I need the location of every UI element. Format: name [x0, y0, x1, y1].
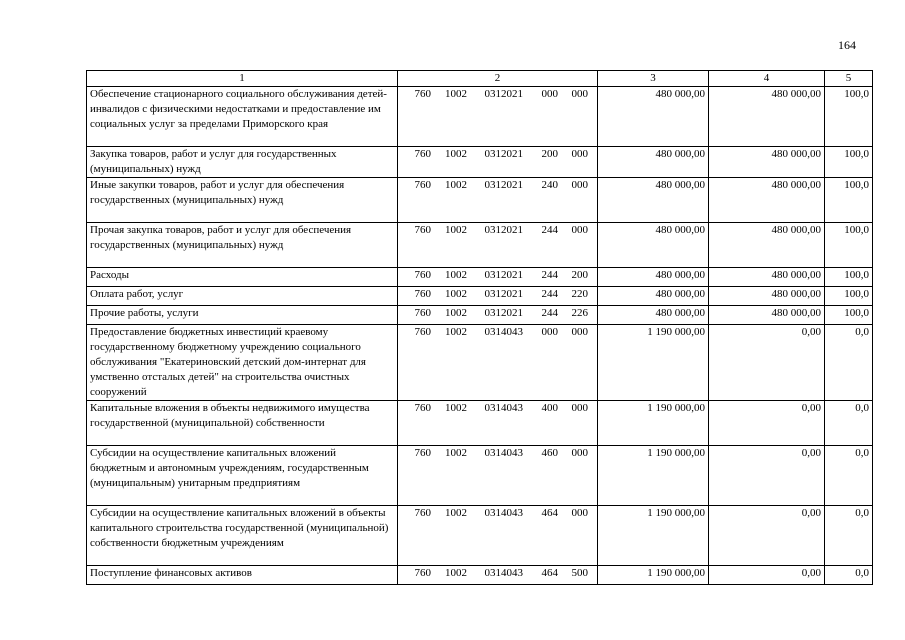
code-5: 000 [571, 402, 588, 414]
code-2: 1002 [445, 148, 467, 160]
row-description: Расходы [87, 268, 398, 287]
row-description: Прочая закупка товаров, работ и услуг для обеспечения государственных (муниципальных) нужд [87, 223, 398, 268]
code-4: 244 [541, 307, 558, 319]
value-v5: 0,0 [825, 446, 873, 506]
code-group [401, 566, 594, 581]
code-1: 760 [414, 224, 431, 236]
header-row [87, 71, 873, 87]
code-5: 000 [571, 179, 588, 191]
code-3: 0314043 [484, 507, 523, 519]
value-v3: 480 000,00 [598, 287, 709, 306]
row-codes [398, 178, 598, 223]
value-v3: 480 000,00 [598, 223, 709, 268]
code-4: 460 [541, 447, 558, 459]
code-3: 0312021 [484, 224, 523, 236]
header-cell-4: 4 [709, 71, 825, 87]
value-v4: 0,00 [709, 446, 825, 506]
code-2: 1002 [445, 269, 467, 281]
value-v4: 0,00 [709, 401, 825, 446]
value-v5: 100,0 [825, 147, 873, 178]
code-1: 760 [414, 326, 431, 338]
code-3: 0312021 [484, 288, 523, 300]
code-1: 760 [414, 402, 431, 414]
value-v5: 100,0 [825, 87, 873, 147]
row-description: Закупка товаров, работ и услуг для государственных (муниципальных) нужд [87, 147, 398, 178]
code-4: 000 [541, 88, 558, 100]
code-3: 0312021 [484, 307, 523, 319]
code-5: 220 [571, 288, 588, 300]
row-description: Поступление финансовых активов [87, 566, 398, 585]
code-5: 200 [571, 269, 588, 281]
row-description: Прочие работы, услуги [87, 306, 398, 325]
code-1: 760 [414, 288, 431, 300]
code-5: 500 [571, 567, 588, 579]
code-2: 1002 [445, 224, 467, 236]
table-row [87, 401, 873, 446]
code-1: 760 [414, 567, 431, 579]
table-row [87, 446, 873, 506]
code-group [401, 223, 594, 238]
code-2: 1002 [445, 88, 467, 100]
code-5: 000 [571, 447, 588, 459]
code-1: 760 [414, 179, 431, 191]
code-2: 1002 [445, 507, 467, 519]
value-v4: 480 000,00 [709, 287, 825, 306]
value-v4: 480 000,00 [709, 223, 825, 268]
code-5: 226 [571, 307, 588, 319]
value-v4: 0,00 [709, 325, 825, 401]
code-2: 1002 [445, 447, 467, 459]
value-v4: 0,00 [709, 566, 825, 585]
value-v3: 1 190 000,00 [598, 566, 709, 585]
code-1: 760 [414, 269, 431, 281]
row-codes [398, 446, 598, 506]
row-description: Субсидии на осуществление капитальных вложений бюджетным и автономным учреждениям, государственным (муниципальным) унитарным предприятиям [87, 446, 398, 506]
row-codes [398, 306, 598, 325]
page-number: 164 [838, 38, 856, 52]
row-description: Иные закупки товаров, работ и услуг для обеспечения государственных (муниципальных) нужд [87, 178, 398, 223]
code-1: 760 [414, 307, 431, 319]
code-1: 760 [414, 148, 431, 160]
table-row [87, 566, 873, 585]
code-4: 400 [541, 402, 558, 414]
row-codes [398, 325, 598, 401]
code-2: 1002 [445, 288, 467, 300]
code-5: 000 [571, 148, 588, 160]
value-v3: 480 000,00 [598, 87, 709, 147]
code-4: 244 [541, 224, 558, 236]
code-5: 000 [571, 326, 588, 338]
value-v3: 1 190 000,00 [598, 506, 709, 566]
header-cell-5: 5 [825, 71, 873, 87]
row-codes [398, 287, 598, 306]
value-v4: 480 000,00 [709, 178, 825, 223]
value-v4: 480 000,00 [709, 306, 825, 325]
code-2: 1002 [445, 402, 467, 414]
code-group [401, 446, 594, 461]
value-v4: 480 000,00 [709, 268, 825, 287]
code-5: 000 [571, 88, 588, 100]
value-v3: 480 000,00 [598, 147, 709, 178]
value-v5: 100,0 [825, 178, 873, 223]
code-3: 0312021 [484, 148, 523, 160]
code-3: 0312021 [484, 88, 523, 100]
code-3: 0314043 [484, 567, 523, 579]
code-1: 760 [414, 447, 431, 459]
code-group [401, 306, 594, 321]
table-row [87, 178, 873, 223]
value-v3: 1 190 000,00 [598, 401, 709, 446]
row-description: Оплата работ, услуг [87, 287, 398, 306]
code-4: 464 [541, 507, 558, 519]
value-v3: 1 190 000,00 [598, 325, 709, 401]
code-group [401, 87, 594, 102]
code-4: 464 [541, 567, 558, 579]
code-3: 0312021 [484, 179, 523, 191]
code-group [401, 401, 594, 416]
code-4: 244 [541, 269, 558, 281]
code-4: 200 [541, 148, 558, 160]
table-row [87, 506, 873, 566]
value-v5: 100,0 [825, 306, 873, 325]
value-v4: 480 000,00 [709, 147, 825, 178]
code-1: 760 [414, 507, 431, 519]
value-v5: 100,0 [825, 223, 873, 268]
value-v5: 0,0 [825, 506, 873, 566]
row-codes [398, 147, 598, 178]
header-cell-1: 1 [87, 71, 398, 87]
value-v5: 0,0 [825, 401, 873, 446]
code-group [401, 325, 594, 340]
code-3: 0314043 [484, 326, 523, 338]
code-2: 1002 [445, 179, 467, 191]
code-2: 1002 [445, 307, 467, 319]
row-codes [398, 566, 598, 585]
row-description: Обеспечение стационарного социального обслуживания детей-инвалидов с физическими недостатками и предоставление им социальных услуг за пределами Приморского края [87, 87, 398, 147]
value-v4: 480 000,00 [709, 87, 825, 147]
code-3: 0314043 [484, 447, 523, 459]
code-5: 000 [571, 224, 588, 236]
value-v3: 480 000,00 [598, 178, 709, 223]
value-v5: 100,0 [825, 287, 873, 306]
value-v3: 480 000,00 [598, 268, 709, 287]
table-row [87, 287, 873, 306]
row-description: Субсидии на осуществление капитальных вложений в объекты капитального строительства государственной (муниципальной) собственности бюджетным учреждениям [87, 506, 398, 566]
row-description: Капитальные вложения в объекты недвижимого имущества государственной (муниципальной) собственности [87, 401, 398, 446]
code-2: 1002 [445, 326, 467, 338]
code-group [401, 506, 594, 521]
code-2: 1002 [445, 567, 467, 579]
code-5: 000 [571, 507, 588, 519]
table-row [87, 325, 873, 401]
code-4: 000 [541, 326, 558, 338]
value-v5: 0,0 [825, 566, 873, 585]
row-codes [398, 223, 598, 268]
budget-table [86, 70, 873, 585]
code-group [401, 268, 594, 283]
row-codes [398, 401, 598, 446]
table-row [87, 223, 873, 268]
table-row [87, 87, 873, 147]
table-row [87, 306, 873, 325]
code-group [401, 178, 594, 193]
header-cell-3: 3 [598, 71, 709, 87]
code-group [401, 287, 594, 302]
row-codes [398, 268, 598, 287]
value-v3: 480 000,00 [598, 306, 709, 325]
value-v3: 1 190 000,00 [598, 446, 709, 506]
row-codes [398, 87, 598, 147]
value-v5: 0,0 [825, 325, 873, 401]
table-row [87, 147, 873, 178]
value-v4: 0,00 [709, 506, 825, 566]
row-description: Предоставление бюджетных инвестиций краевому государственному бюджетному учреждению социального обслуживания "Екатериновский детский дом-интернат для умственно отсталых детей" на строительства очистных сооружений [87, 325, 398, 401]
code-4: 244 [541, 288, 558, 300]
code-4: 240 [541, 179, 558, 191]
code-3: 0314043 [484, 402, 523, 414]
code-group [401, 147, 594, 162]
table-row [87, 268, 873, 287]
code-3: 0312021 [484, 269, 523, 281]
code-1: 760 [414, 88, 431, 100]
row-codes [398, 506, 598, 566]
header-cell-2: 2 [398, 71, 598, 87]
value-v5: 100,0 [825, 268, 873, 287]
